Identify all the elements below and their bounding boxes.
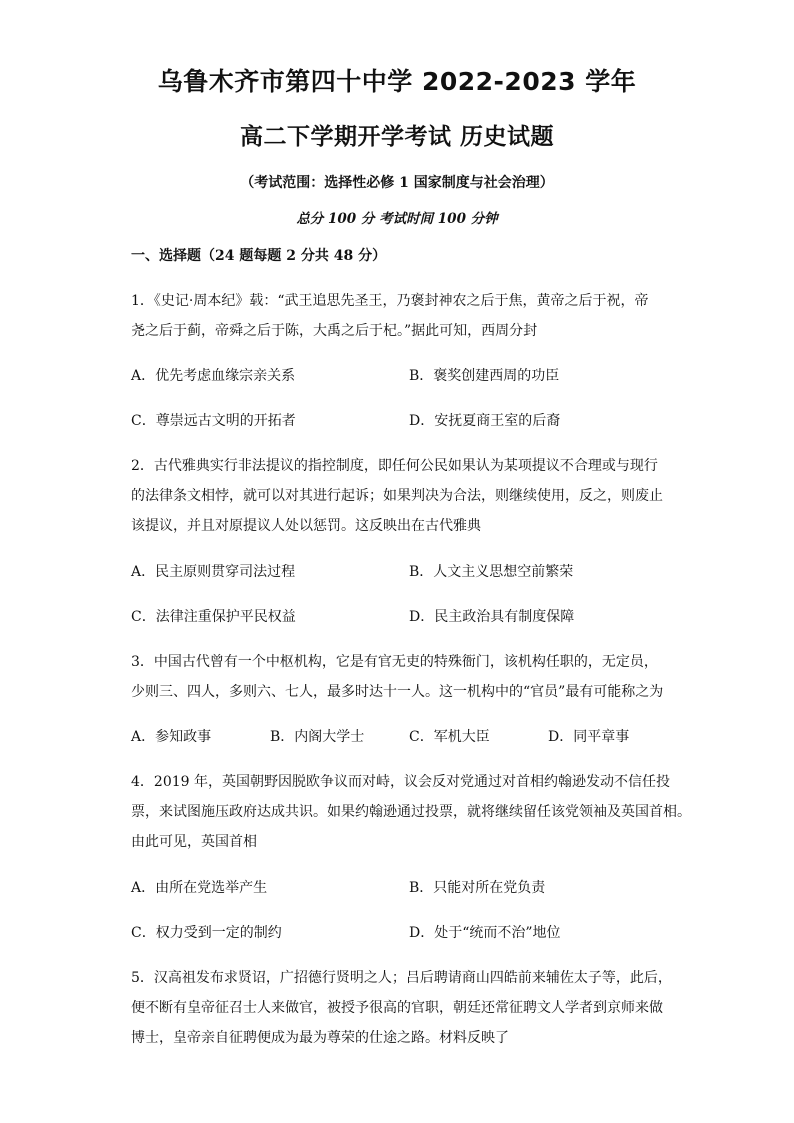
exam-score-time: 总分 100 分 考试时间 100 分钟 <box>296 211 498 227</box>
option-c[interactable]: C．尊崇远古文明的开拓者 <box>131 413 296 429</box>
question-text-line: 2．古代雅典实行非法提议的指控制度，即任何公民如果认为某项提议不合理或与现行 <box>131 458 658 474</box>
option-b[interactable]: B．人文主义思想空前繁荣 <box>409 564 574 580</box>
question-text-line: 的法律条文相悖，就可以对其进行起诉；如果判决为合法，则继续使用，反之，则废止 <box>131 488 663 504</box>
question-text-line: 4．2019 年，英国朝野因脱欧争议而对峙，议会反对党通过对首相约翰逊发动不信任投 <box>131 774 670 790</box>
question-text-line: 1．《史记·周本纪》载：“武王追思先圣王，乃褒封神农之后于焦，黄帝之后于祝，帝 <box>131 293 649 309</box>
option-d[interactable]: D．安抚夏商王室的后裔 <box>409 413 561 429</box>
question-text-line: 少则三、四人，多则六、七人，最多时达十一人。这一机构中的“官员”最有可能称之为 <box>131 684 664 700</box>
option-a[interactable]: A．由所在党选举产生 <box>131 880 268 896</box>
question-text-line: 便不断有皇帝征召士人来做官，被授予很高的官职，朝廷还常征聘文人学者到京师来做 <box>131 1000 663 1016</box>
exam-title-line1: 乌鲁木齐市第四十中学 2022-2023 学年 <box>157 67 637 96</box>
option-c[interactable]: C．军机大臣 <box>409 729 490 745</box>
option-b[interactable]: B．内阁大学士 <box>270 729 365 745</box>
option-c[interactable]: C．权力受到一定的制约 <box>131 925 282 941</box>
option-b[interactable]: B．褒奖创建西周的功臣 <box>409 368 560 384</box>
option-a[interactable]: A．民主原则贯穿司法过程 <box>131 564 296 580</box>
question-text-line: 尧之后于蓟，帝舜之后于陈，大禹之后于杞。”据此可知，西周分封 <box>131 323 538 339</box>
exam-title-line2: 高二下学期开学考试 历史试题 <box>239 124 554 150</box>
option-a[interactable]: A．参知政事 <box>131 729 212 745</box>
section-title: 一、选择题（24 题每题 2 分共 48 分） <box>131 248 387 264</box>
exam-scope: （考试范围：选择性必修 1 国家制度与社会治理） <box>240 175 554 191</box>
option-d[interactable]: D．处于“统而不治”地位 <box>409 925 561 941</box>
question-text-line: 票，来试图施压政府达成共识。如果约翰逊通过投票，就将继续留任该党领袖及英国首相。 <box>131 804 691 820</box>
question-text-line: 5．汉高祖发布求贤诏，广招德行贤明之人；吕后聘请商山四皓前来辅佐太子等，此后， <box>131 970 672 986</box>
option-a[interactable]: A．优先考虑血缘宗亲关系 <box>131 368 296 384</box>
question-text-line: 该提议，并且对原提议人处以惩罚。这反映出在古代雅典 <box>131 518 481 534</box>
option-d[interactable]: D．同平章事 <box>548 729 630 745</box>
option-d[interactable]: D．民主政治具有制度保障 <box>409 609 575 625</box>
option-b[interactable]: B．只能对所在党负责 <box>409 880 546 896</box>
option-c[interactable]: C．法律注重保护平民权益 <box>131 609 296 625</box>
question-text-line: 由此可见，英国首相 <box>131 834 257 850</box>
question-text-line: 博士，皇帝亲自征聘便成为最为尊荣的仕途之路。材料反映了 <box>131 1030 509 1046</box>
question-text-line: 3．中国古代曾有一个中枢机构，它是有官无吏的特殊衙门，该机构任职的，无定员， <box>131 654 658 670</box>
